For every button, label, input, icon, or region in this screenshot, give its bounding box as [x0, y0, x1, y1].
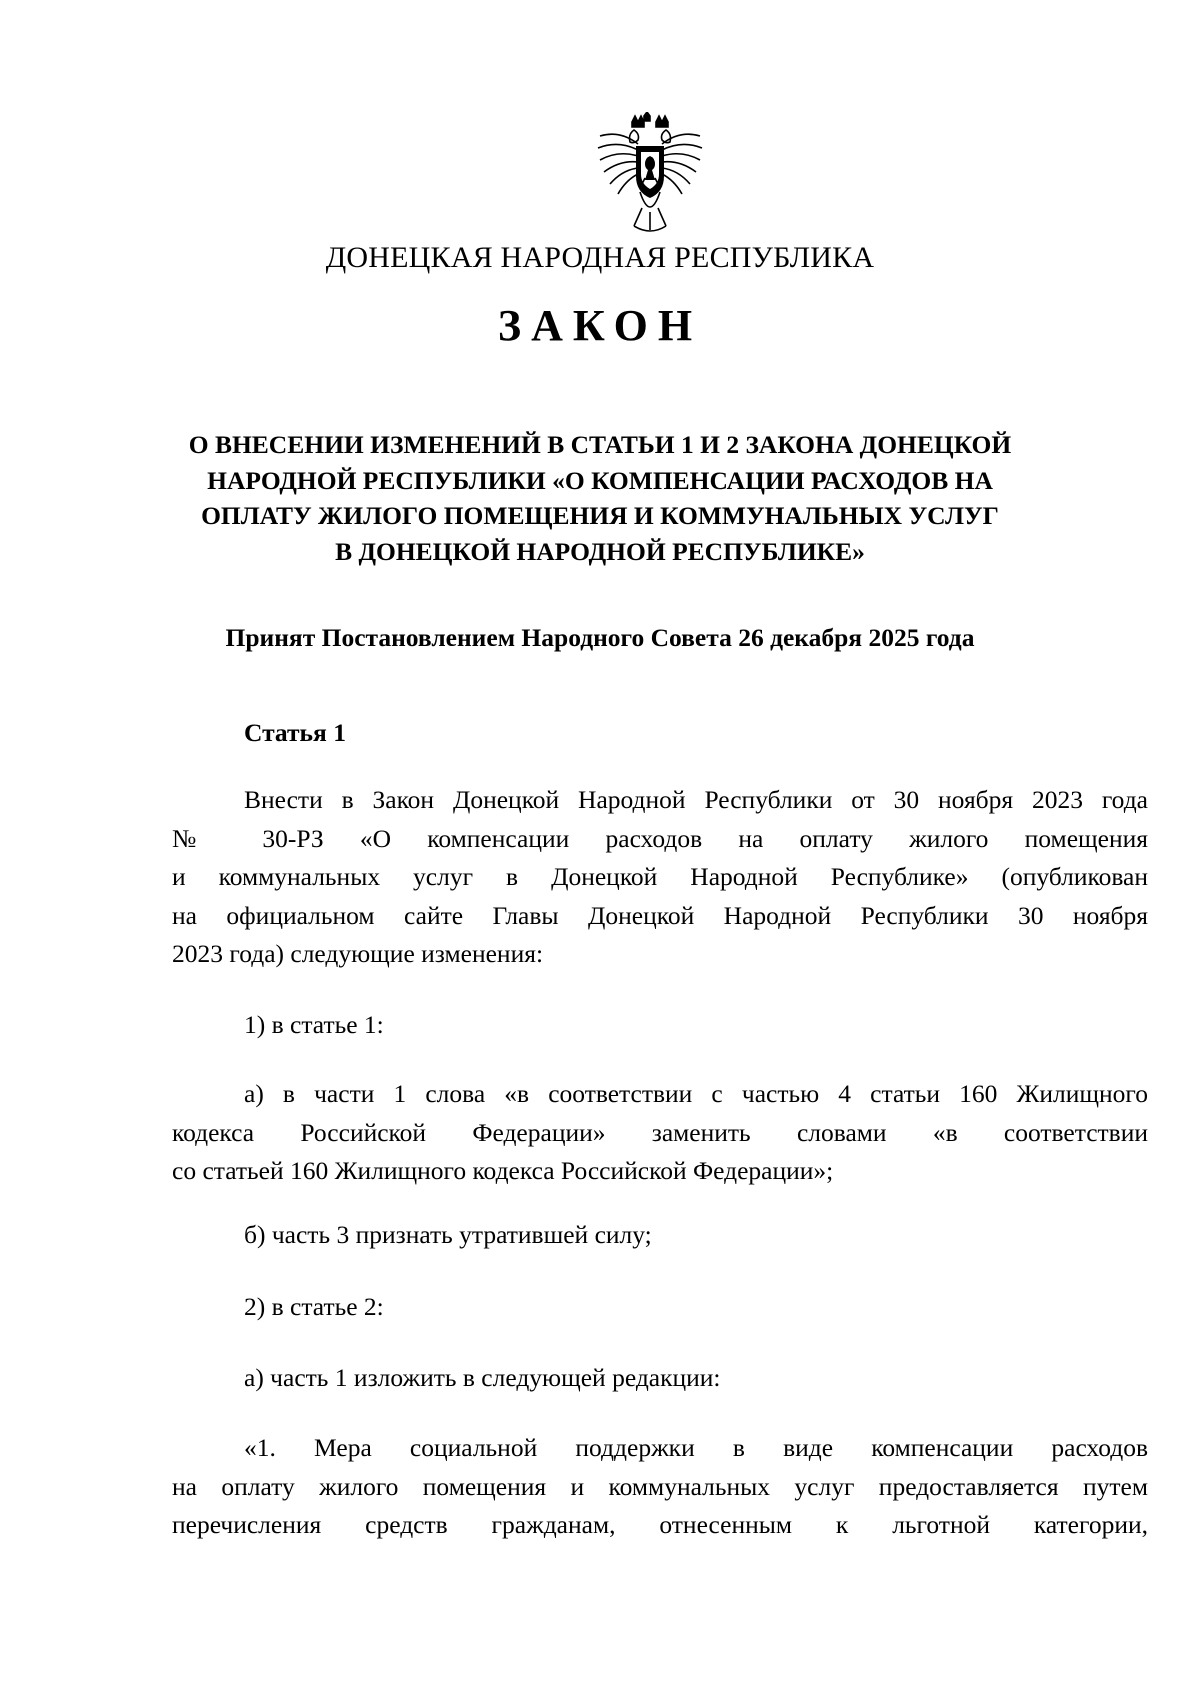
- paragraph-line: а) часть 1 изложить в следующей редакции:: [244, 1363, 721, 1392]
- law-title-line: В ДОНЕЦКОЙ НАРОДНОЙ РЕСПУБЛИКЕ»: [335, 536, 865, 566]
- law-title-line: НАРОДНОЙ РЕСПУБЛИКИ «О КОМПЕНСАЦИИ РАСХОДОВ НА: [207, 465, 993, 495]
- item-2a: [172, 1359, 1148, 1398]
- coat-of-arms-icon: [594, 112, 706, 242]
- law-title-line: О ВНЕСЕНИИ ИЗМЕНЕНИЙ В СТАТЬИ 1 И 2 ЗАКОНА ДОНЕЦКОЙ: [188, 430, 1012, 459]
- republic-name: ДОНЕЦКАЯ НАРОДНАЯ РЕСПУБЛИКА: [325, 241, 875, 274]
- quoted-paragraph: [172, 1429, 1148, 1545]
- paragraph-line: на оплату жилого помещения и коммунальных услуг предоставляется путем: [172, 1471, 1148, 1501]
- paragraph-line: 2023 года) следующие изменения:: [172, 939, 544, 968]
- law-title: [150, 427, 1050, 569]
- law-title-line: ОПЛАТУ ЖИЛОГО ПОМЕЩЕНИЯ И КОММУНАЛЬНЫХ УСЛУГ: [201, 501, 999, 530]
- paragraph-line: со статьей 160 Жилищного кодекса Российской Федерации»;: [172, 1156, 834, 1185]
- paragraph-line: № 30-РЗ «О компенсации расходов на оплату жилого помещения: [172, 823, 1148, 853]
- paragraph-line: «1. Мера социальной поддержки в виде компенсации расходов: [244, 1433, 1148, 1462]
- item-1: [172, 1006, 1148, 1045]
- paragraph-line: на официальном сайте Главы Донецкой Народной Республики 30 ноября: [172, 900, 1148, 930]
- paragraph-line: б) часть 3 признать утратившей силу;: [244, 1220, 652, 1249]
- paragraph-line: перечисления средств гражданам, отнесенным к льготной категории,: [172, 1510, 1148, 1539]
- document-type-heading: ЗАКОН: [497, 301, 703, 350]
- paragraph-line: кодекса Российской Федерации» заменить словами «в соответствии: [172, 1117, 1148, 1147]
- paragraph-line: и коммунальных услуг в Донецкой Народной Республике» (опубликован: [172, 862, 1148, 891]
- paragraph-line: 1) в статье 1:: [244, 1010, 384, 1039]
- item-1b: [172, 1216, 1148, 1255]
- intro-paragraph: [172, 781, 1148, 974]
- article-heading: Статья 1: [244, 718, 346, 747]
- item-2: [172, 1288, 1148, 1327]
- paragraph-line: 2) в статье 2:: [244, 1292, 384, 1321]
- paragraph-line: Внести в Закон Донецкой Народной Республики от 30 ноября 2023 года: [244, 785, 1148, 814]
- adoption-note: Принят Постановлением Народного Совета 26 декабря 2025 года: [225, 623, 975, 652]
- item-1a: [172, 1075, 1148, 1191]
- paragraph-line: а) в части 1 слова «в соответствии с частью 4 статьи 160 Жилищного: [244, 1079, 1148, 1108]
